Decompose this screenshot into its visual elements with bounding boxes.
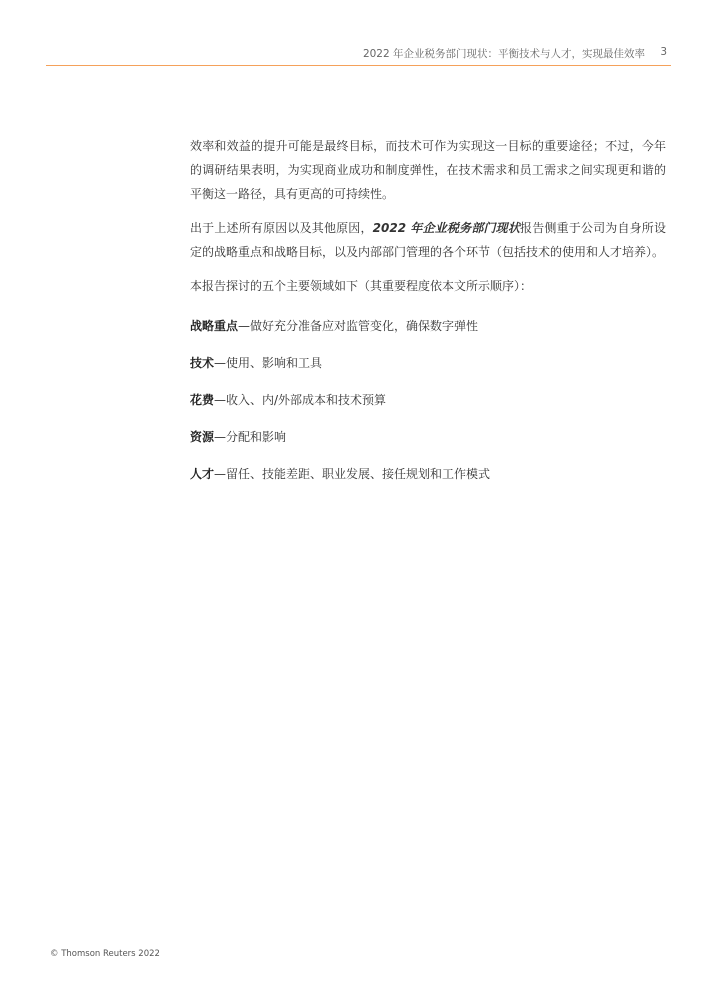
focus-areas-list	[190, 314, 666, 486]
area-description: —留任、技能差距、职业发展、接任规划和工作模式	[214, 467, 491, 481]
area-description: —收入、内/外部成本和技术预算	[214, 393, 387, 407]
area-name: 花费	[190, 393, 215, 407]
areas-intro-paragraph: 本报告探讨的五个主要领域如下（其重要程度依本文所示顺序）：	[190, 279, 533, 293]
area-name: 资源	[190, 430, 215, 444]
list-item	[190, 425, 666, 449]
intro-paragraph: 效率和效益的提升可能是最终目标，而技术可作为实现这一目标的重要途径；不过，今年的调研结果表明，为实现商业成功和制度弹性，在技术需求和员工需求之间实现更和谐的平衡这一路径，具有更高的可持续性。	[190, 139, 666, 201]
area-name: 技术	[190, 356, 215, 370]
list-item	[190, 388, 666, 412]
focus-paragraph-end: 报告侧重于公司为自身所设定的战略重点和战略目标，以及内部部门管理的各个环节（包括技术的使用和人才培养）。	[190, 221, 666, 259]
page-number: 3	[660, 46, 667, 58]
main-content	[190, 134, 666, 499]
area-description: —分配和影响	[214, 430, 287, 444]
copyright-footer: © Thomson Reuters 2022	[50, 949, 160, 959]
page-header	[46, 40, 671, 66]
list-item	[190, 351, 666, 375]
running-title: 2022 年企业税务部门现状：平衡技术与人才，实现最佳效率	[362, 48, 645, 60]
focus-paragraph	[190, 216, 666, 264]
area-description: —使用、影响和工具	[214, 356, 323, 370]
area-name: 战略重点	[190, 319, 239, 333]
area-name: 人才	[190, 467, 215, 481]
list-item	[190, 462, 666, 486]
area-description: —做好充分准备应对监管变化，确保数字弹性	[238, 319, 479, 333]
list-item	[190, 314, 666, 338]
focus-paragraph-start: 出于上述所有原因以及其他原因，	[190, 221, 373, 235]
report-name: 2022 年企业税务部门现状	[372, 221, 521, 235]
